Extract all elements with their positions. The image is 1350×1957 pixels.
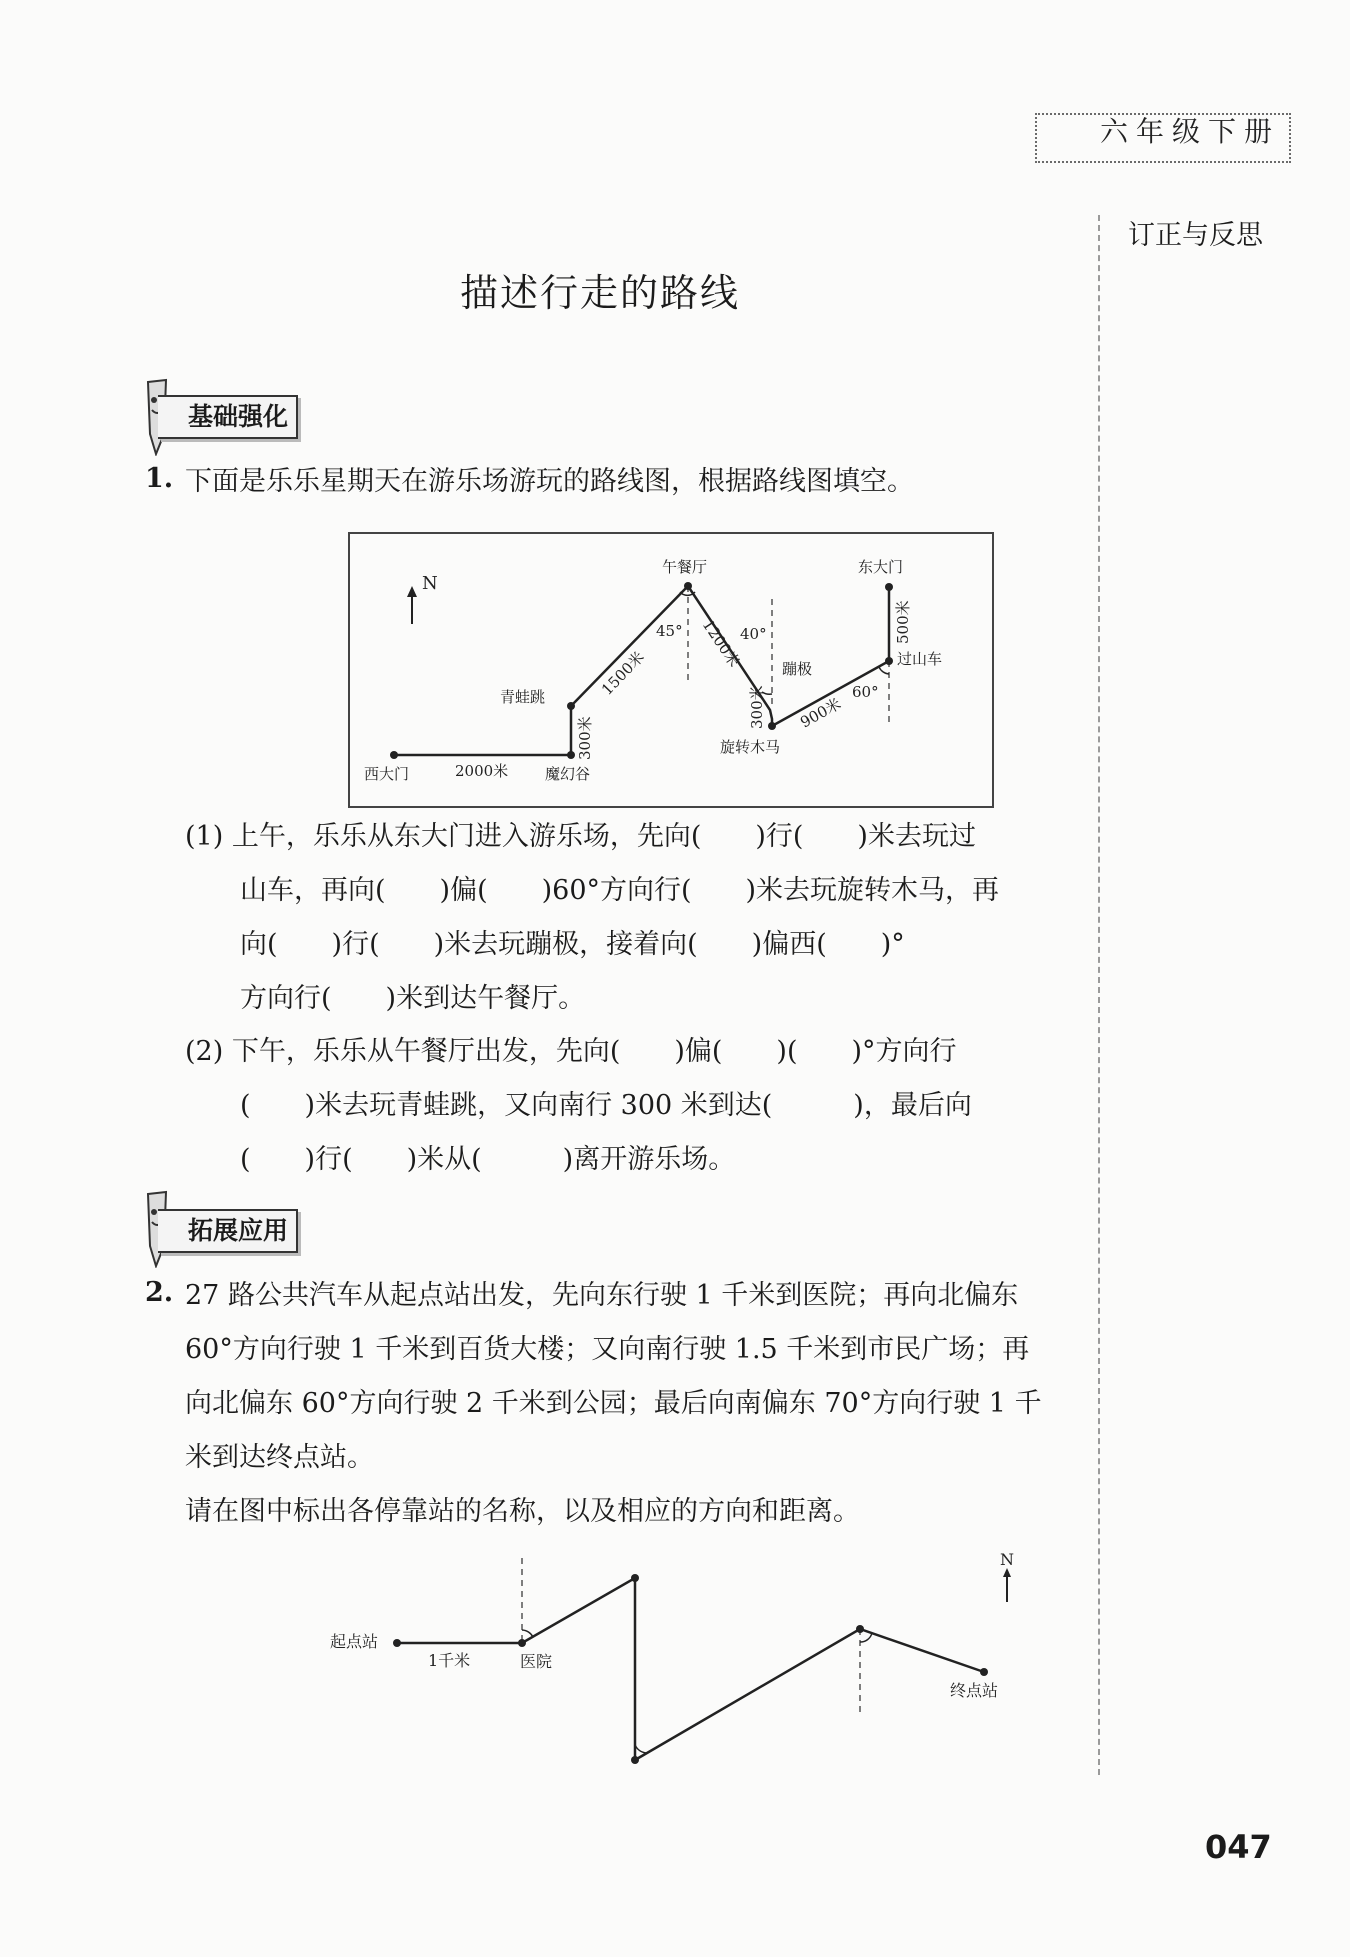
label-bungee: 蹦极 xyxy=(782,660,813,678)
q1-part2 xyxy=(185,1025,972,1187)
label-start: 起点站 xyxy=(330,1632,379,1651)
q2-line: 27 路公共汽车从起点站出发，先向东行驶 1 千米到医院；再向北偏东 xyxy=(185,1280,1019,1311)
q2-route-map xyxy=(320,1550,1040,1775)
point-start xyxy=(393,1639,401,1647)
q1-text: 下面是乐乐星期天在游乐场游玩的路线图，根据路线图填空。 xyxy=(185,466,914,497)
bus-route-line xyxy=(397,1578,984,1760)
label-east-gate: 东大门 xyxy=(858,558,904,576)
dist-d2: 300米 xyxy=(576,716,594,760)
dist-d7: 500米 xyxy=(894,600,912,644)
dist-d3: 1500米 xyxy=(597,648,648,699)
angle-arc-hospital xyxy=(522,1630,533,1637)
point-frog-jump xyxy=(567,702,575,710)
north-label: N xyxy=(1000,1550,1014,1569)
q2-text xyxy=(185,1269,1042,1539)
q1-part1-line: 方向行( )米到达午餐厅。 xyxy=(240,983,586,1014)
label-coaster: 过山车 xyxy=(897,650,943,668)
point-department-store xyxy=(631,1574,639,1582)
route-line xyxy=(394,586,889,755)
angle-arc-coaster xyxy=(879,667,889,674)
q1-part2-line: ( )行( )米从( )离开游乐场。 xyxy=(240,1144,736,1175)
point-east-gate xyxy=(885,583,893,591)
label-west-gate: 西大门 xyxy=(364,765,410,783)
dist-d6: 900米 xyxy=(797,694,845,732)
q1-part1-line: 山车，再向( )偏( )60°方向行( )米去玩旋转木马，再 xyxy=(240,875,1000,906)
grade-label: 六年级下册 xyxy=(1100,115,1281,148)
q1-number: 1. xyxy=(145,463,174,494)
q1-part2-line: (2) 下午，乐乐从午餐厅出发，先向( )偏( )( )°方向行 xyxy=(185,1036,957,1067)
q2-line: 向北偏东 60°方向行驶 2 千米到公园；最后向南偏东 70°方向行驶 1 千 xyxy=(185,1388,1042,1419)
q2-line: 60°方向行驶 1 千米到百货大楼；又向南行驶 1.5 千米到市民广场；再 xyxy=(185,1334,1030,1365)
q1-part1-line: 向( )行( )米去玩蹦极，接着向( )偏西( )° xyxy=(240,929,905,960)
angle-arc-square xyxy=(635,1745,646,1753)
q1-part2-line: ( )米去玩青蛙跳，又向南行 300 米到达( )，最后向 xyxy=(240,1090,972,1121)
north-arrow-icon xyxy=(1003,1568,1011,1577)
label-magic-valley: 魔幻谷 xyxy=(545,765,591,783)
point-end xyxy=(980,1668,988,1676)
section-extend: 拓展应用 xyxy=(158,1209,298,1253)
q1-part1 xyxy=(185,810,999,1026)
label-distance: 1千米 xyxy=(428,1651,471,1670)
point-carousel xyxy=(768,722,776,730)
angle-a2: 40° xyxy=(740,625,767,643)
north-label: N xyxy=(422,573,438,594)
reflection-label: 订正与反思 xyxy=(1128,220,1263,251)
label-lunch: 午餐厅 xyxy=(662,558,708,576)
q2-instruction: 请在图中标出各停靠站的名称，以及相应的方向和距离。 xyxy=(185,1496,860,1527)
label-frog-jump: 青蛙跳 xyxy=(500,688,546,706)
angle-a3: 60° xyxy=(852,683,879,701)
dist-d5: 300米 xyxy=(748,685,766,729)
label-end: 终点站 xyxy=(950,1681,999,1700)
label-hospital: 医院 xyxy=(520,1652,553,1671)
point-hospital xyxy=(518,1639,526,1647)
page-title: 描述行走的路线 xyxy=(460,271,741,315)
angle-arc-park xyxy=(860,1633,872,1642)
margin-divider xyxy=(1098,215,1100,1775)
q1-route-map xyxy=(348,532,994,808)
point-park xyxy=(856,1625,864,1633)
q2-line: 米到达终点站。 xyxy=(185,1442,374,1473)
point-square xyxy=(631,1756,639,1764)
section-basic: 基础强化 xyxy=(158,395,298,439)
point-coaster xyxy=(885,657,893,665)
dist-d1: 2000米 xyxy=(455,762,509,780)
point-west-gate xyxy=(390,751,398,759)
q2-number: 2. xyxy=(145,1277,174,1308)
north-arrow-icon xyxy=(407,586,417,597)
angle-a1: 45° xyxy=(656,622,683,640)
dist-d4: 1200米 xyxy=(698,616,744,671)
page-number: 047 xyxy=(1205,1828,1272,1866)
q1-route-svg xyxy=(350,534,992,806)
point-magic-valley xyxy=(567,751,575,759)
label-carousel: 旋转木马 xyxy=(720,738,781,756)
q1-part1-line: (1) 上午，乐乐从东大门进入游乐场，先向( )行( )米去玩过 xyxy=(185,821,976,852)
point-lunch xyxy=(684,582,692,590)
